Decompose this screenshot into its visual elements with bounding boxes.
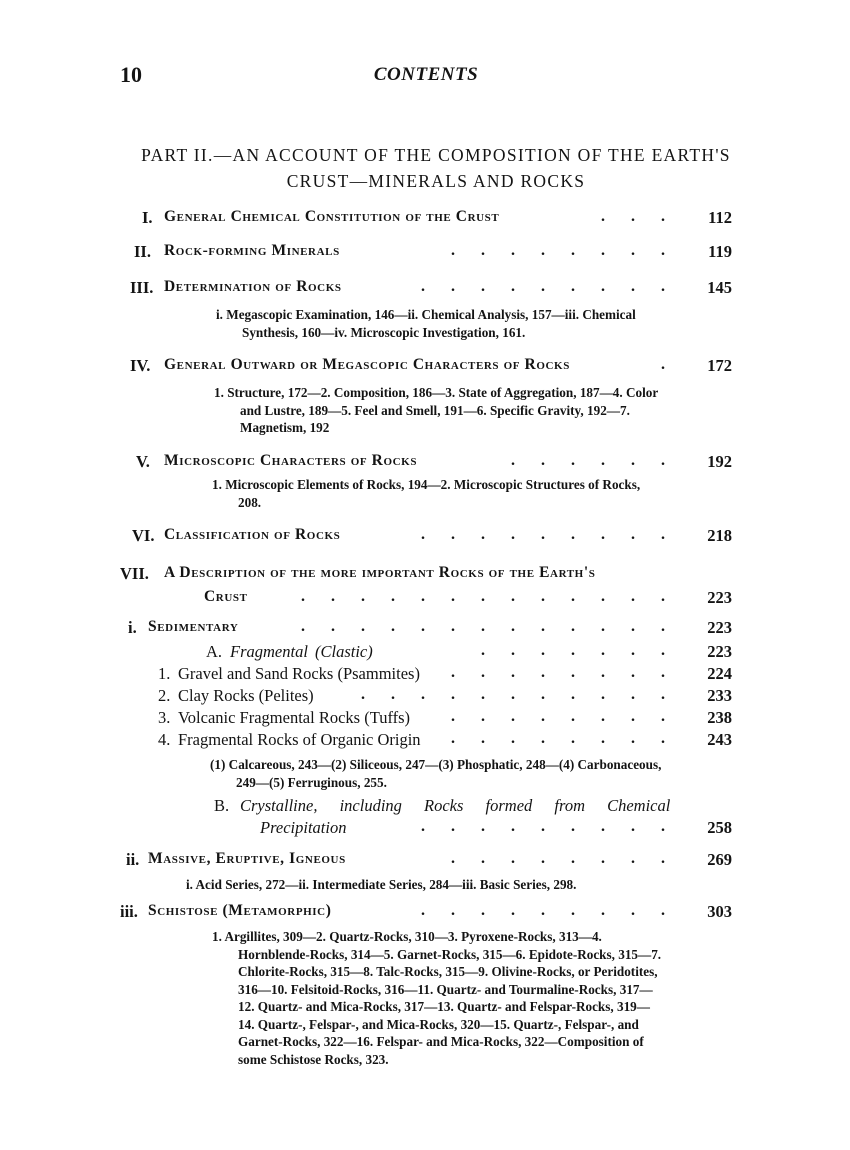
- subsection-title: Fragmental: [230, 642, 308, 661]
- item-number: 3.: [158, 708, 171, 727]
- toc-sub-crystalline[interactable]: [120, 796, 732, 818]
- item-title: Fragmental Rocks of Organic Origin: [178, 730, 421, 749]
- toc-section-schistose[interactable]: [120, 902, 732, 924]
- page-ref: 112: [708, 208, 732, 227]
- dot-leader: . . . . . . . . . . . . .: [301, 588, 676, 605]
- page-ref: 119: [708, 242, 732, 261]
- toc-item-4[interactable]: [120, 730, 732, 752]
- item-title: Gravel and Sand Rocks (Psammites): [178, 664, 420, 683]
- dot-leader: . . . . . . . . . . .: [361, 686, 676, 703]
- subsection-label: B.: [214, 796, 230, 815]
- page-ref: 269: [707, 850, 732, 869]
- chapter-subtopics: 1. Structure, 172—2. Composition, 186—3. State of Aggregation, 187—4. Color and Lustre, 189—5. Feel and Smell, 191—6. Specific Gravity, 192—7. Magnetism, 192: [214, 385, 658, 435]
- chapter-number: I.: [142, 208, 153, 227]
- toc-entry-1[interactable]: [120, 208, 732, 230]
- toc-entry-6[interactable]: [120, 526, 732, 548]
- item-title: Volcanic Fragmental Rocks (Tuffs): [178, 708, 411, 727]
- chapter-subtopics: 1. Microscopic Elements of Rocks, 194—2. Microscopic Structures of Rocks, 208.: [212, 477, 641, 510]
- page-ref: 145: [707, 278, 732, 297]
- page-ref: 223: [707, 588, 732, 607]
- section-number: ii.: [126, 850, 140, 869]
- dot-leader: . . . . . . .: [481, 642, 676, 659]
- dot-leader: . . . . . . . . .: [421, 278, 676, 295]
- toc-item-1[interactable]: [120, 664, 732, 686]
- running-head: [120, 62, 732, 92]
- dot-leader: . . . . . . . .: [451, 730, 676, 747]
- toc-sub-crystalline-cont[interactable]: [120, 818, 732, 840]
- chapter-number: III.: [130, 278, 154, 297]
- page-ref: 243: [707, 730, 732, 749]
- chapter-title: Determination of Rocks: [164, 278, 342, 295]
- section-title: Sedimentary: [148, 618, 239, 635]
- item-number: 2.: [158, 686, 171, 705]
- toc-entry-4[interactable]: [120, 356, 732, 378]
- page-ref: 223: [707, 618, 732, 637]
- dot-leader: .: [661, 356, 676, 373]
- subsection-label: A.: [206, 642, 223, 661]
- item-number: 4.: [158, 730, 171, 749]
- dot-leader: . . . . . . . .: [451, 242, 676, 259]
- subsection-title-line1: Crystalline, including Rocks formed from Chemical: [240, 796, 671, 815]
- section-number: iii.: [120, 902, 138, 921]
- section-number: i.: [128, 618, 137, 637]
- toc-entry-2[interactable]: [120, 242, 732, 264]
- subsection-paren: (Clastic): [315, 642, 373, 661]
- part-heading-line1: PART II.—AN ACCOUNT OF THE COMPOSITION OF THE EARTH'S: [141, 145, 731, 165]
- dot-leader: . . . . . . . . . . . . .: [301, 618, 676, 635]
- page-ref: 238: [707, 708, 732, 727]
- subsection-title-line2: Precipitation: [260, 818, 347, 837]
- chapter-title: Rock-forming Minerals: [164, 242, 340, 259]
- page-ref: 258: [707, 818, 732, 837]
- toc-item-3[interactable]: [120, 708, 732, 730]
- dot-leader: . . . . . . . . .: [421, 902, 676, 919]
- chapter-title: General Chemical Constitution of the Crust: [164, 208, 500, 225]
- running-title: CONTENTS: [373, 64, 479, 85]
- toc-entry-5[interactable]: [120, 452, 732, 474]
- item-number: 1.: [158, 664, 171, 683]
- toc-section-sedimentary[interactable]: [120, 618, 732, 640]
- part-heading-line2: CRUST—MINERALS AND ROCKS: [286, 171, 586, 191]
- page-ref: 192: [707, 452, 732, 471]
- page-ref: 233: [707, 686, 732, 705]
- page-number: 10: [120, 62, 142, 87]
- toc-entry-7[interactable]: [120, 564, 732, 586]
- page-ref: 218: [707, 526, 732, 545]
- item-title: Clay Rocks (Pelites): [178, 686, 314, 705]
- chapter-title: Microscopic Characters of Rocks: [164, 452, 418, 469]
- item-subtopics: (1) Calcareous, 243—(2) Siliceous, 247—(3) Phosphatic, 248—(4) Carbonaceous, 249—(5) Ferruginous, 255.: [210, 757, 662, 790]
- dot-leader: . . . . . .: [511, 452, 676, 469]
- page-ref: 303: [707, 902, 732, 921]
- chapter-title-line1: A Description of the more important Rocks of the Earth's: [164, 564, 596, 581]
- dot-leader: . . .: [601, 208, 676, 225]
- page-ref: 172: [707, 356, 732, 375]
- page-ref: 223: [707, 642, 732, 661]
- dot-leader: . . . . . . . .: [451, 708, 676, 725]
- chapter-subtopics: i. Megascopic Examination, 146—ii. Chemical Analysis, 157—iii. Chemical Synthesis, 160—iv. Microscopic Investigation, 161.: [216, 307, 636, 340]
- section-title: Schistose (Metamorphic): [148, 902, 332, 919]
- chapter-number: V.: [136, 452, 150, 471]
- page-ref: 224: [707, 664, 732, 683]
- toc-section-massive[interactable]: [120, 850, 732, 872]
- toc-entry-7-cont[interactable]: [120, 588, 732, 610]
- chapter-title: General Outward or Megascopic Characters of Rocks: [164, 356, 570, 373]
- section-title: Massive, Eruptive, Igneous: [148, 850, 346, 867]
- section-subtopics: 1. Argillites, 309—2. Quartz-Rocks, 310—3. Pyroxene-Rocks, 313—4. Hornblende-Rocks, 314—5. Garnet-Rocks, 315—6. Epidote-Rocks, 315—7. Chlorite-Rocks, 315—8. Talc-Rocks, 315—9. Olivine-Rocks, or Peridotites, 316—10. Felsitoid-Rocks, 316—11. Quartz- and Tourmaline-Rocks, 317—12. Quartz- and Mica-Rocks, 317—13. Quartz- and Felspar-Rocks, 319—14. Quartz-, Felspar-, and Mica-Rocks, 320—15. Quartz-, Felspar-, and Garnet-Rocks, 322—16. Felspar- and Mica-Rocks, 322—Composition of some Schistose Rocks, 323.: [212, 929, 662, 1067]
- dot-leader: . . . . . . . . .: [421, 818, 676, 835]
- toc-sub-fragmental[interactable]: [120, 642, 732, 664]
- chapter-number: II.: [134, 242, 151, 261]
- dot-leader: . . . . . . . .: [451, 850, 676, 867]
- dot-leader: . . . . . . . . .: [421, 526, 676, 543]
- chapter-number: VII.: [120, 564, 149, 583]
- chapter-number: IV.: [130, 356, 151, 375]
- toc-item-2[interactable]: [120, 686, 732, 708]
- chapter-number: VI.: [132, 526, 155, 545]
- chapter-title-line2: Crust: [204, 588, 248, 605]
- toc-entry-3[interactable]: [120, 278, 732, 300]
- section-subtopics: i. Acid Series, 272—ii. Intermediate Series, 284—iii. Basic Series, 298.: [186, 877, 577, 892]
- chapter-title: Classification of Rocks: [164, 526, 341, 543]
- dot-leader: . . . . . . . .: [451, 664, 676, 681]
